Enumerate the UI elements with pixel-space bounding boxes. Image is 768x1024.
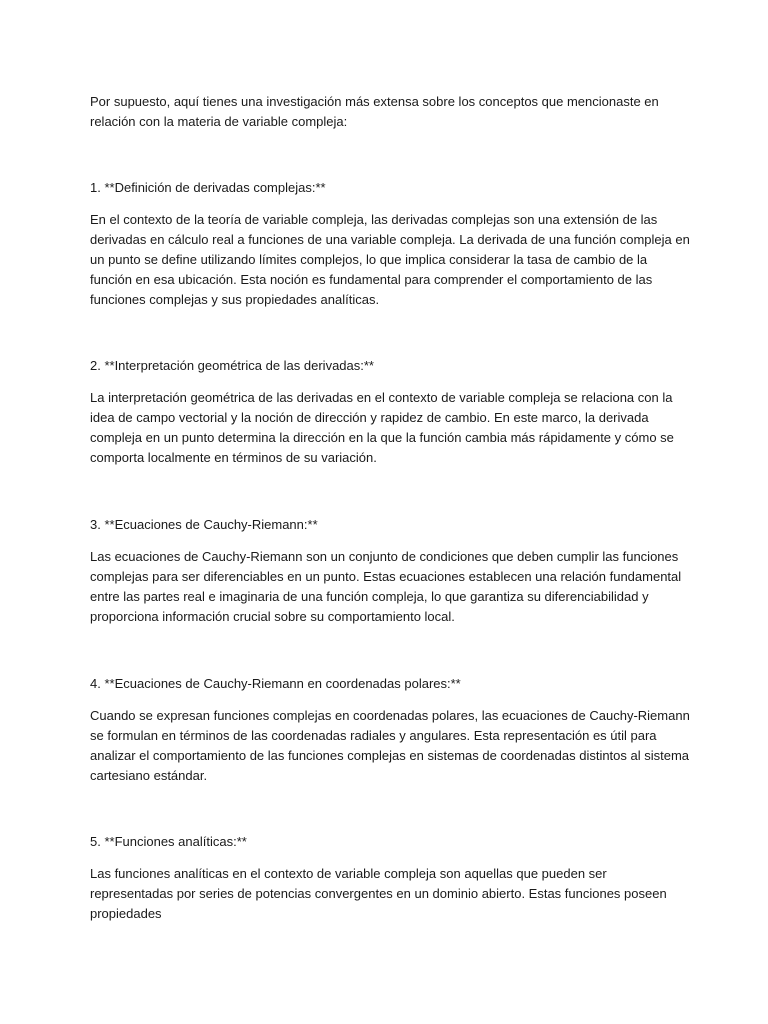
section-heading-2: 2. **Interpretación geométrica de las derivadas:** bbox=[90, 358, 374, 373]
intro-paragraph: Por supuesto, aquí tienes una investigación más extensa sobre los conceptos que mencionaste en relación con la materia de variable compleja: bbox=[90, 94, 659, 129]
section-body-1: En el contexto de la teoría de variable compleja, las derivadas complejas son una extensión de las derivadas en cálculo real a funciones de una variable compleja. La derivada de una función compleja en un punto se define utilizando límites complejos, lo que implica considerar la tasa de cambio de la función en esa ubicación. Esta noción es fundamental para comprender el comportamiento de las funciones complejas y sus propiedades analíticas. bbox=[90, 212, 690, 307]
section-heading-5: 5. **Funciones analíticas:** bbox=[90, 834, 247, 849]
section-body-3: Las ecuaciones de Cauchy-Riemann son un conjunto de condiciones que deben cumplir las funciones complejas para ser diferenciables en un punto. Estas ecuaciones establecen una relación fundamental entre las partes real e imaginaria de una función compleja, lo que garantiza su diferenciabilidad y proporciona información crucial sobre su comportamiento local. bbox=[90, 549, 682, 624]
section-body-5: Las funciones analíticas en el contexto de variable compleja son aquellas que pueden ser representadas por series de potencias convergentes en un dominio abierto. Estas funciones poseen propiedades bbox=[90, 866, 667, 921]
section-body-4: Cuando se expresan funciones complejas en coordenadas polares, las ecuaciones de Cauchy-Riemann se formulan en términos de las coordenadas radiales y angulares. Esta representación es útil para analizar el comportamiento de las funciones complejas en sistemas de coordenadas distintos al sistema cartesiano estándar. bbox=[90, 708, 690, 783]
section-heading-1: 1. **Definición de derivadas complejas:** bbox=[90, 180, 326, 195]
section-body-2: La interpretación geométrica de las derivadas en el contexto de variable compleja se relaciona con la idea de campo vectorial y la noción de dirección y rapidez de cambio. En este marco, la derivada compleja en un punto determina la dirección en la que la función cambia más rápidamente y cómo se comporta localmente en términos de su variación. bbox=[90, 390, 674, 465]
section-heading-3: 3. **Ecuaciones de Cauchy-Riemann:** bbox=[90, 517, 318, 532]
section-heading-4: 4. **Ecuaciones de Cauchy-Riemann en coordenadas polares:** bbox=[90, 676, 461, 691]
